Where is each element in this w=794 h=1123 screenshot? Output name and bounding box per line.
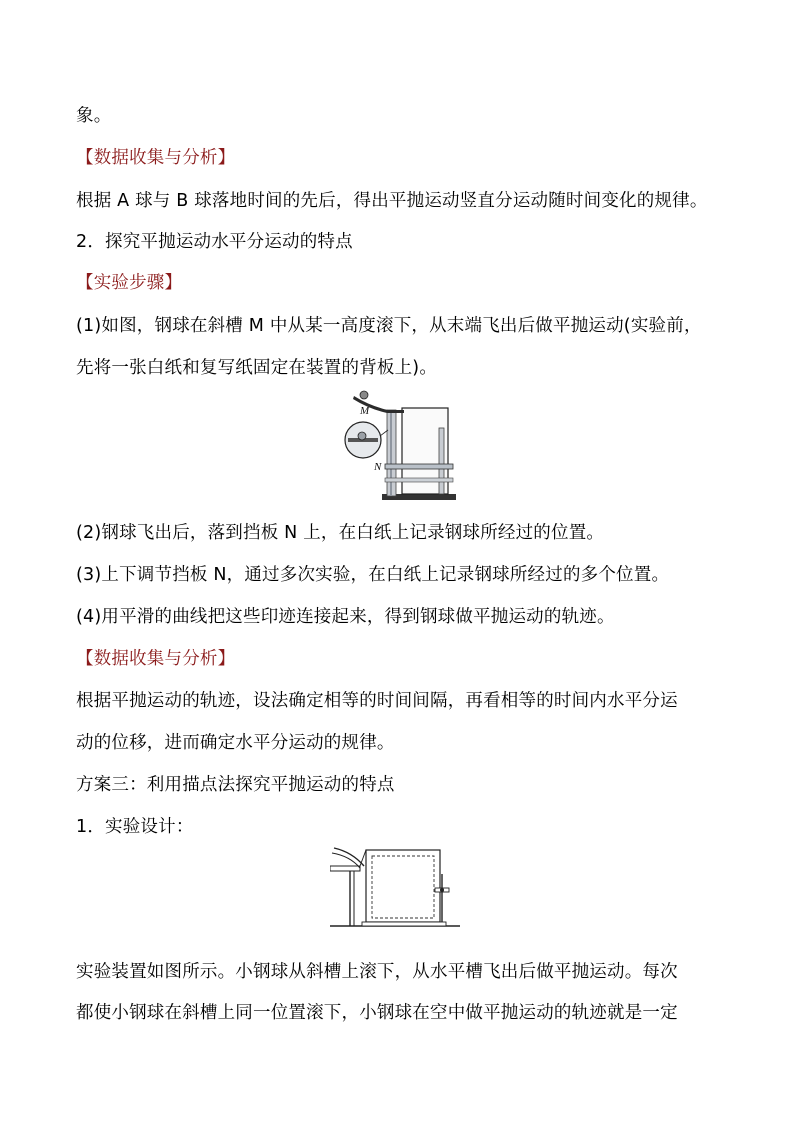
- text-line: 实验装置如图所示。小钢球从斜槽上滚下，从水平槽飞出后做平抛运动。每次: [76, 962, 678, 982]
- text-line: (4)用平滑的曲线把这些印迹连接起来，得到钢球做平抛运动的轨迹。: [76, 607, 615, 627]
- label-n: N: [374, 461, 382, 473]
- text-line: 根据 A 球与 B 球落地时间的先后，得出平抛运动竖直分运动随时间变化的规律。: [76, 191, 708, 211]
- label-m: M: [360, 405, 370, 417]
- apparatus-diagram-2: [330, 844, 460, 930]
- text-line: (1)如图，钢球在斜槽 M 中从某一高度滚下，从末端飞出后做平抛运动(实验前，: [76, 316, 702, 336]
- figure-apparatus-chute-baffle: [340, 388, 460, 504]
- figure-apparatus-tracing: [330, 844, 460, 930]
- section-heading-experiment-steps: 【实验步骤】: [76, 273, 183, 293]
- text-line: 象。: [76, 106, 112, 126]
- text-line: (2)钢球飞出后，落到挡板 N 上，在白纸上记录钢球所经过的位置。: [76, 523, 605, 543]
- text-line: 都使小钢球在斜槽上同一位置滚下，小钢球在空中做平抛运动的轨迹就是一定: [76, 1003, 678, 1023]
- text-line: 先将一张白纸和复写纸固定在装置的背板上)。: [76, 358, 438, 378]
- steel-ball: [360, 391, 368, 399]
- text-line: 动的位移，进而确定水平分运动的规律。: [76, 733, 395, 753]
- text-line: (3)上下调节挡板 N，通过多次实验，在白纸上记录钢球所经过的多个位置。: [76, 565, 670, 585]
- section-heading-data-analysis: 【数据收集与分析】: [76, 148, 236, 168]
- apparatus-diagram-1: [340, 388, 460, 504]
- text-line: 1．实验设计：: [76, 817, 194, 837]
- subsection-title: 2．探究平抛运动水平分运动的特点: [76, 232, 353, 252]
- text-line: 根据平抛运动的轨迹，设法确定相等的时间间隔，再看相等的时间内水平分运: [76, 691, 678, 711]
- section-heading-data-analysis-2: 【数据收集与分析】: [76, 649, 236, 669]
- scheme-title: 方案三：利用描点法探究平抛运动的特点: [76, 775, 395, 795]
